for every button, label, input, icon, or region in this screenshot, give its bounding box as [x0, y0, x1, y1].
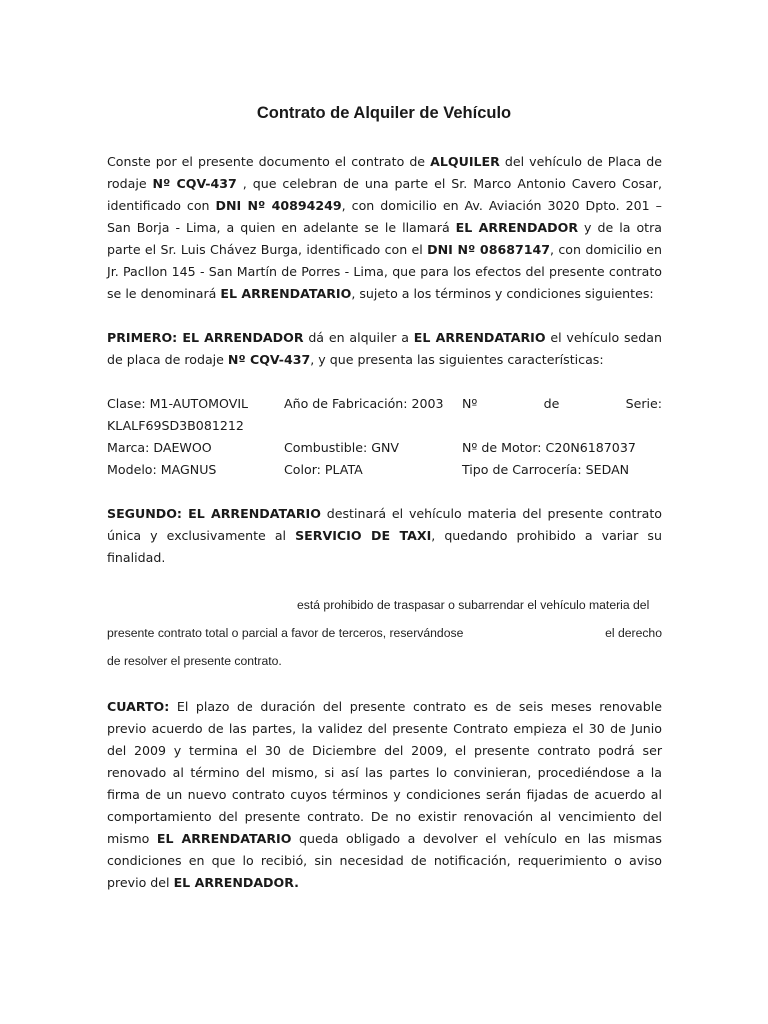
intro-bold-alquiler: ALQUILER	[430, 154, 500, 169]
primero-text: el vehículo sedan de placa de rodaje	[107, 330, 662, 367]
clause-cuarto	[107, 696, 662, 894]
spec-clase: Clase: M1-AUTOMOVIL	[107, 396, 249, 411]
serie-word: Nº	[462, 396, 478, 411]
intro-text: , sujeto a los términos y condiciones siguientes:	[351, 286, 654, 301]
intro-text: , con domicilio en Av. Aviación 3020 Dpto. 201 – San Borja - Lima, a quien en adelante se le llamará	[107, 198, 662, 235]
tercero-line-1: está prohibido de traspasar o subarrendar el vehículo materia del	[297, 598, 650, 612]
cuarto-bold-arrendatario: EL ARRENDATARIO	[156, 831, 292, 846]
vehicle-specs	[107, 393, 662, 481]
spec-combustible: Combustible: GNV	[284, 440, 400, 455]
spec-motor: Nº de Motor: C20N6187037	[462, 440, 636, 455]
spec-serie-label	[462, 393, 662, 415]
cuarto-text: queda obligado a devolver el vehículo en las mismas condiciones en que lo recibió, sin necesidad de notificación, requerimiento o aviso previo del	[107, 831, 662, 890]
intro-text: , con domicilio en Jr. Pacllon 145 - San Martín de Porres - Lima, que para los efectos del presente contrato se le denominará	[107, 242, 662, 301]
primero-heading: PRIMERO: EL ARRENDADOR	[107, 330, 304, 345]
clause-segundo	[107, 503, 662, 569]
cuarto-heading: CUARTO:	[107, 699, 170, 714]
intro-paragraph	[107, 151, 662, 305]
spec-marca: Marca: DAEWOO	[107, 440, 212, 455]
intro-bold-arrendador: EL ARRENDADOR	[455, 220, 579, 235]
spec-serie-value: KLALF69SD3B081212	[107, 418, 244, 433]
segundo-heading: SEGUNDO: EL ARRENDATARIO	[107, 506, 321, 521]
primero-bold-placa: Nº CQV-437	[227, 352, 311, 367]
intro-text: y de la otra parte el Sr. Luis Chávez Burga, identificado con el	[107, 220, 662, 257]
intro-bold-arrendatario: EL ARRENDATARIO	[220, 286, 352, 301]
document-title: Contrato de Alquiler de Vehículo	[256, 104, 512, 122]
primero-text: dá en alquiler a	[303, 330, 414, 345]
intro-text: Conste por el presente documento el contrato de	[107, 154, 431, 169]
intro-bold-dni-arrendador: DNI Nº 40894249	[215, 198, 342, 213]
intro-text: del vehículo de Placa de rodaje	[107, 154, 662, 191]
spec-color: Color: PLATA	[284, 462, 363, 477]
intro-bold-dni-arrendatario: DNI Nº 08687147	[427, 242, 551, 257]
tercero-line-3: de resolver el presente contrato.	[107, 654, 282, 668]
segundo-text: destinará el vehículo materia del presente contrato única y exclusivamente al	[107, 506, 662, 543]
cuarto-text: El plazo de duración del presente contrato es de seis meses renovable previo acuerdo de las partes, la validez del presente Contrato empieza el 30 de Junio del 2009 y termina el 30 de Diciembre del 2009, el presente contrato podrá ser renovado al término del mismo, si así las partes lo convinieran, procediéndose a la firma de un nuevo contrato cuyos términos y condiciones serán fijadas de acuerdo al comportamiento del presente contrato. De no existir renovación al vencimiento del mismo	[107, 699, 662, 846]
cuarto-bold-arrendador: EL ARRENDADOR.	[173, 875, 299, 890]
clause-tercero	[107, 598, 662, 678]
spec-modelo: Modelo: MAGNUS	[107, 462, 217, 477]
clause-primero	[107, 327, 662, 371]
spec-carroceria: Tipo de Carrocería: SEDAN	[462, 462, 630, 477]
primero-text: , y que presenta las siguientes características:	[310, 352, 604, 367]
segundo-text: , quedando prohibido a variar su finalidad.	[107, 528, 662, 565]
segundo-bold-taxi: SERVICIO DE TAXI	[295, 528, 432, 543]
spec-anio: Año de Fabricación: 2003	[284, 396, 444, 411]
serie-word: Serie:	[625, 396, 662, 411]
tercero-line-2: presente contrato total o parcial a favor de terceros, reservándose	[107, 626, 464, 640]
primero-bold-arrendatario: EL ARRENDATARIO	[413, 330, 546, 345]
serie-word: de	[543, 396, 560, 411]
tercero-line-2-end: el derecho	[605, 626, 662, 640]
intro-bold-placa: Nº CQV-437	[152, 176, 237, 191]
intro-text: , que celebran de una parte el Sr. Marco Antonio Cavero Cosar, identificado con	[107, 176, 662, 213]
